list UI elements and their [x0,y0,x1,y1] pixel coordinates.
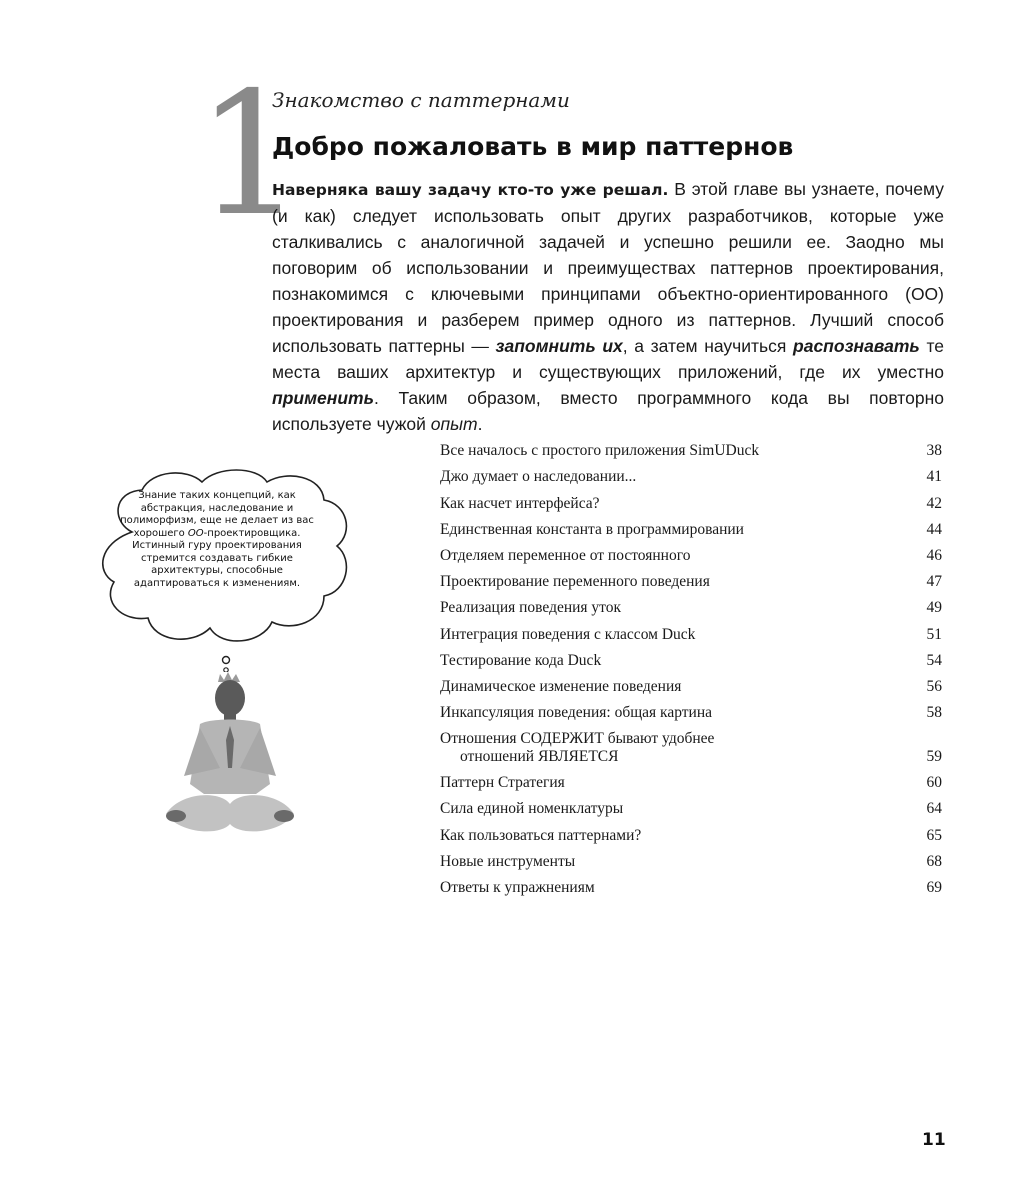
chapter-title: Добро пожаловать в мир паттернов [272,132,794,161]
toc-entry-page: 42 [926,494,942,512]
toc-entry[interactable] [440,696,942,722]
toc-entry-page: 69 [926,879,942,896]
toc-entry[interactable] [440,513,942,539]
intro-emphasis-3: применить [272,388,374,408]
toc-entry-page: 47 [926,573,942,591]
intro-emphasis-1: запомнить их [495,336,623,356]
toc-entry-title-text: Проектирование переменного поведения [440,573,710,591]
table-of-contents [440,434,942,897]
intro-text-4: . Таким образом, вместо программного кода вы повторно используете чужой [272,388,944,434]
toc-entry-title [440,800,623,818]
intro-emphasis-4: опыт [430,414,478,434]
toc-entry-title [440,521,744,539]
toc-entry-page: 49 [926,599,942,617]
toc-entry-title-text: Новые инструменты [440,852,576,870]
toc-entry-title-text: Все началось с простого приложения SimUDuck [440,442,760,460]
toc-entry[interactable] [440,670,942,696]
toc-entry-title [440,495,600,513]
chapter-kicker: Знакомство с паттернами [272,88,570,112]
toc-entry[interactable] [440,871,942,897]
toc-entry-page: 46 [926,546,942,564]
bubble-text-1: Знание таких концепций, как абстракция, наследование и полиморфизм, еще не делает из вас хорошего [120,490,314,539]
toc-entry[interactable] [440,565,942,591]
intro-text-3: те места ваших архитектур и существующих приложений, где их уместно [272,336,944,382]
chapter-intro [272,176,944,437]
toc-entry-page: 54 [926,651,942,669]
left-foot-shape [166,810,186,822]
toc-entry[interactable] [440,845,942,871]
toc-entry-title-text: Тестирование кода Duck [440,651,602,669]
toc-entry-title [440,599,621,617]
toc-entry-page: 68 [926,852,942,870]
intro-lead: Наверняка вашу задачу кто-то уже решал. [272,181,669,199]
toc-entry-title-text: Единственная константа в программировании [440,520,744,538]
toc-entry-title-text: Динамическое изменение поведения [440,677,682,695]
bubble-text-2: -проектировщика. Истинный гуру проектирования стремится создавать гибкие архитектуры, способные адаптироваться к изменениям. [132,527,302,589]
head-shape [215,680,245,716]
toc-entry-title [440,678,681,696]
toc-entry[interactable] [440,434,942,460]
toc-entry[interactable] [440,617,942,643]
legs-shape [166,795,294,831]
toc-entry-title-text: Как насчет интерфейса? [440,494,600,512]
page-number: 11 [922,1130,946,1150]
toc-entry-title-text: Инкапсуляция поведения: общая картина [440,704,712,722]
toc-entry[interactable] [440,486,942,512]
toc-entry[interactable] [440,460,942,486]
toc-entry-title-text: Отношения СОДЕРЖИТ бывают удобнее [440,730,715,748]
toc-entry-page: 41 [926,468,942,486]
toc-entry[interactable] [440,766,942,792]
thought-bubble-text [110,490,324,590]
toc-entry-title [440,879,595,897]
toc-entry-page: 56 [926,677,942,695]
toc-entry-title [440,774,565,792]
toc-entry-title [440,626,695,644]
bubble-emphasis: ОО [187,527,204,539]
toc-entry-page: 59 [926,748,942,766]
toc-entry-title [440,853,575,871]
toc-entry-title [440,468,636,486]
toc-entry[interactable] [440,591,942,617]
toc-entry-page: 65 [926,826,942,844]
toc-entry-title-text: Сила единой номенклатуры [440,800,624,818]
toc-entry-title [440,652,601,670]
thought-bubble-dot-large [223,657,230,664]
intro-text-2: , а затем научиться [622,336,794,356]
toc-entry[interactable] [440,818,942,844]
toc-entry-title [440,730,714,766]
toc-entry-page: 51 [926,625,942,643]
toc-entry[interactable] [440,644,942,670]
toc-entry-title [440,827,641,845]
chapter-number: 1 [196,56,305,254]
toc-entry-title-text: Реализация поведения уток [440,599,622,617]
toc-entry-page: 38 [926,442,942,460]
intro-text-1: В этой главе вы узнаете, почему (и как) следует использовать опыт других разработчиков, которые уже сталкивались с аналогичной задачей и успешно решили ее. Заодно мы поговорим об использовании и преимуществах паттернов проектирования, познакомимся с ключевыми принципами объектно-ориентированного (ОО) проектирования и разберем пример одного из паттернов. Лучший способ использовать паттерны — [272,179,944,356]
toc-entry-title [440,442,759,460]
intro-text-5: . [477,414,483,434]
toc-entry-title-text: Отделяем переменное от постоянного [440,546,691,564]
toc-entry-title [440,547,690,565]
toc-entry-page: 58 [926,704,942,722]
toc-entry-title-text: Паттерн Стратегия [440,774,565,792]
toc-entry[interactable] [440,539,942,565]
toc-entry[interactable] [440,722,942,766]
toc-entry[interactable] [440,792,942,818]
right-foot-shape [274,810,294,822]
toc-entry-title-text: Ответы к упражнениям [440,879,595,896]
toc-entry-page: 64 [926,800,942,818]
toc-entry-page: 60 [926,774,942,792]
toc-entry-title-text: Как пользоваться паттернами? [440,826,642,844]
toc-entry-title [440,704,712,722]
toc-entry-title [440,573,710,591]
intro-emphasis-2: распознавать [793,336,920,356]
toc-entry-title-text: Интеграция поведения с классом Duck [440,625,696,643]
toc-entry-title-continuation: отношений ЯВЛЯЕТСЯ [460,748,619,766]
meditating-person-image [160,664,300,850]
toc-entry-page: 44 [926,520,942,538]
toc-entry-title-text: Джо думает о наследовании... [440,468,637,486]
